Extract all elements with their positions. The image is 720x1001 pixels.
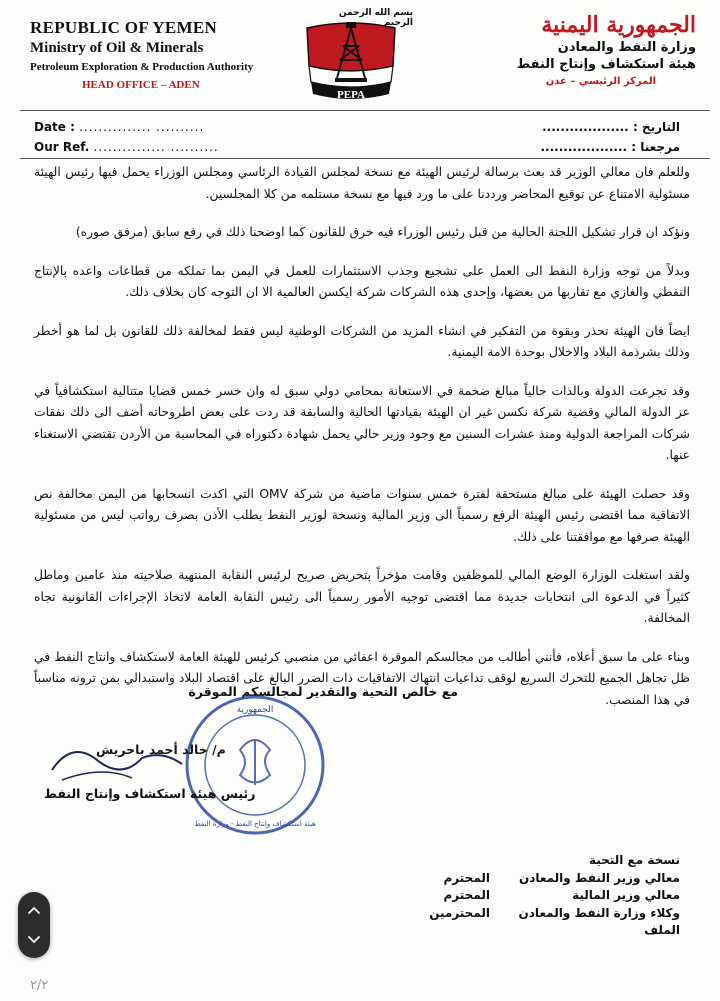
authority-name-en: Petroleum Exploration & Production Authority bbox=[30, 61, 254, 73]
handwritten-signature-icon bbox=[42, 730, 202, 790]
copy-recipient: الملف bbox=[644, 923, 680, 937]
list-item bbox=[429, 887, 680, 905]
body-paragraph: وبناء على ما سبق أعلاه، فأنني أطالب من مجالسكم الموقرة اعفائي من منصبي كرئيس للهيئة العامة لاستكشاف وانتاج النفط في ظل تجاهل الجميع للتحرك السريع لوقف تداعيات انتهاك الاتفاقيات ذات الضرر البالغ على اقتصاد البلاد واستبدالي بمن ترونه مناسباً في هذا المنصب. bbox=[34, 649, 690, 707]
date-label: Date : bbox=[34, 120, 75, 134]
closing-salutation: مع خالص التحية والتقدير لمجالسكم الموقرة bbox=[188, 684, 458, 699]
date-dots: ............... .......... bbox=[79, 120, 205, 134]
header-arabic bbox=[426, 12, 696, 87]
ref-label-ar: مرجعنا : bbox=[631, 140, 680, 154]
previous-page-button[interactable] bbox=[18, 894, 50, 926]
next-page-button[interactable] bbox=[18, 924, 50, 956]
body-paragraph: ونؤكد ان قرار تشكيل اللجنة الحالية من قبل رئيس الوزراء فيه خرق للقانون كما اوضحنا ذلك في رفع سابق (مرفق صوره) bbox=[75, 225, 690, 239]
date-row bbox=[34, 120, 204, 134]
authority-name-ar: هيئة استكشاف وإنتاج النفط bbox=[516, 57, 696, 72]
date-dots-ar: ................... bbox=[542, 120, 629, 134]
date-row-ar bbox=[542, 120, 680, 134]
copy-recipient: معالي وزير المالية bbox=[572, 888, 680, 902]
body-paragraph: ولقد استغلت الوزارة الوضع المالي للموظفين وقامت مؤخراً بتحريض صريح لرئيس النقابة المنتهية صلاحيته منذ عامين وماطل كثيراً في الدعوة الى انتخابات جديدة مما اقتضى توجيه الأمور رسمياً الى رئيس النقابة العامة لاتخاذ الإجراءات القانونية تجاه المخالفة. bbox=[34, 568, 690, 625]
ref-dots: ............... .......... bbox=[93, 140, 219, 154]
copies-heading: نسخة مع التحية bbox=[589, 853, 680, 867]
chevron-up-icon bbox=[27, 905, 41, 915]
page-nav-control bbox=[18, 892, 50, 958]
ref-row bbox=[34, 140, 219, 154]
stamp-top-text: الجمهورية bbox=[236, 705, 274, 715]
body-paragraph: وقد حصلت الهيئة على مبالغ مستحقة لفترة خمس سنوات ماضية من شركة OMV التي اكدت انسحابها من اليمن مخالفة نص الاتفاقية مما اقتضى رئيس الهيئة الرفع رسمياً الى وزير المالية ونسخة لوزير النفط يطلب الأذن بصرف رواتب ليس من مسئولية الهيئة صرفها مع موافقتنا على ذلك. bbox=[34, 486, 690, 544]
bismillah-text: بسم الله الرحمن الرحيم bbox=[338, 8, 413, 28]
pepa-logo bbox=[289, 8, 413, 106]
body-paragraph: ايضاً فان الهيئة تحذر وبقوة من التفكير في انشاء المزيد من الشركات الوطنية ليس فقط لمخالفة ذلك للقانون بل لما هو أخطر وذلك بشرذمة البلاد والاخلال بوحدة الامة اليمنية. bbox=[34, 323, 690, 359]
office-name-en: HEAD OFFICE – ADEN bbox=[82, 79, 200, 91]
list-item bbox=[429, 870, 680, 888]
office-name-ar: المركز الرئيسي – عدن bbox=[545, 76, 656, 87]
logo-acronym: PEPA bbox=[337, 89, 365, 101]
ministry-name-en: Ministry of Oil & Minerals bbox=[30, 40, 204, 56]
signatory-title: رئيس هيئة استكشاف وإنتاج النفط bbox=[44, 786, 256, 801]
list-item bbox=[429, 922, 680, 940]
header-divider bbox=[20, 110, 710, 111]
meta-divider bbox=[20, 158, 710, 159]
copy-recipient: معالي وزير النفط والمعادن bbox=[518, 870, 680, 885]
official-stamp-icon bbox=[180, 690, 330, 840]
chevron-down-icon bbox=[27, 935, 41, 945]
copies-list bbox=[429, 852, 680, 940]
header-english bbox=[30, 18, 280, 91]
stamp-ring-text: هيئة استكشاف وإنتاج النفط - وزارة النفط bbox=[194, 820, 316, 828]
copy-honorific: المحترم bbox=[443, 870, 490, 885]
ref-label: Our Ref. bbox=[34, 140, 90, 154]
copy-honorific: المحترمين bbox=[429, 905, 490, 920]
page-number: ٢/٢ bbox=[30, 978, 49, 993]
date-label-ar: التاريخ : bbox=[632, 120, 680, 134]
ref-dots-ar: ................... bbox=[540, 140, 628, 154]
signatory-name: م/ خالد أحمد باحريش bbox=[96, 742, 226, 757]
body-paragraph: وقد تجرعت الدولة وبالذات حالياً مبالغ ضخمة في الاستعانة بمحامي دولي سبق له وان خسر خمس قضايا متتالية استكشافياً في عز الدولة المالي وقضية شركة نكسن غير ان الهيئة بقيادتها الحالية والسابقة قد ردت على بعض اطروحاته أضف الى ذلك نفقات شركات المراجعة الدولية ومنذ عشرات السنين مع وجود وزير حالي يحمل شهادة دكتوراه في المحاسبة من الأردن تقتضي الاستغناء عنها. bbox=[34, 383, 690, 462]
ministry-name-ar: وزارة النفط والمعادن bbox=[557, 40, 696, 55]
letter-body bbox=[34, 162, 690, 728]
body-paragraph: وبدلاً من توجه وزارة النفط الى العمل على تشجيع وجذب الاستثمارات للعمل في اليمن بما تملكه من قطاعات واعده بالإنتاج النفطي والغازي مع تقاربها من بعضها، وإحدى هذه الشركات شركة ايكسن العالمية الا ان التوجه كان بخلاف ذلك. bbox=[34, 263, 690, 299]
country-name-ar: الجمهورية اليمنية bbox=[541, 12, 696, 38]
copy-honorific: المحترم bbox=[443, 888, 490, 902]
country-name-en: REPUBLIC OF YEMEN bbox=[30, 18, 218, 37]
list-item bbox=[429, 905, 680, 923]
body-paragraph: وللعلم فان معالي الوزير قد بعث برسالة لرئيس الهيئة مع نسخة لمجلس القيادة الرئاسي ومجلس الوزراء يحمل فيها رئيس الهيئة مسئولية الامتناع عن توقيع المحاضر ورددنا على ما ورد فيها مع نسخة مستلمه من كلا المجلسين. bbox=[34, 165, 690, 201]
ref-row-ar bbox=[540, 140, 680, 154]
copy-recipient: وكلاء وزارة النفط والمعادن bbox=[518, 905, 680, 920]
